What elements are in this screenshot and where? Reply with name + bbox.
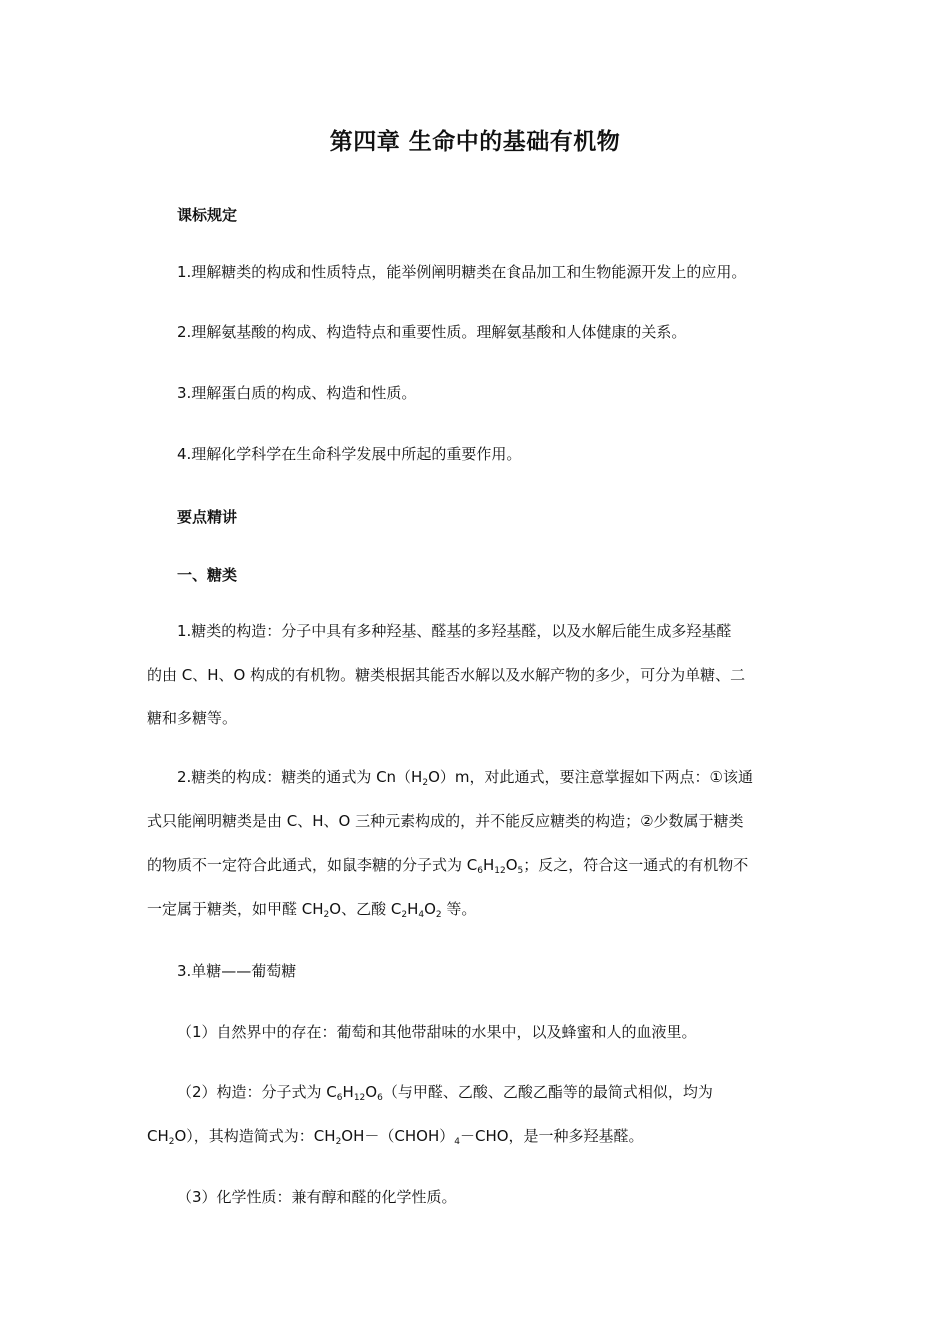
para2-line2: 式只能阐明糖类是由 C、H、O 三种元素构成的，并不能反应糖类的构造；②少数属于糖类 (147, 812, 744, 830)
standard-item-3: 3.理解蛋白质的构成、构造和性质。 (177, 384, 417, 402)
para3-heading: 3.单糖——葡萄糖 (177, 962, 297, 980)
section-heading-standard: 课标规定 (177, 206, 238, 224)
para3-item2-line2: $CH_2O$），其构造简式为：$CH_2OH-(CHOH)_4-CHO$，是一种多羟基醛。 (147, 1127, 644, 1147)
para2-line4: 一定属于糖类，如甲醛 $CH_2O$、乙酸 $C_2H_4O_2$ 等。 (147, 900, 477, 920)
para2-line3: 的物质不一定符合此通式，如鼠李糖的分子式为 $C_6H_{12}O_5$；反之，符合这一通式的有机物不 (147, 856, 749, 876)
para1-line1: 1.糖类的构造：分子中具有多种羟基、醛基的多羟基醛，以及水解后能生成多羟基醛 (177, 622, 732, 640)
sub-heading-carbohydrates: 一、糖类 (177, 566, 238, 584)
chapter-title: 第四章 生命中的基础有机物 (329, 129, 621, 155)
standard-item-4: 4.理解化学科学在生命科学发展中所起的重要作用。 (177, 445, 522, 463)
standard-item-2: 2.理解氨基酸的构成、构造特点和重要性质。理解氨基酸和人体健康的关系。 (177, 323, 687, 341)
para1-line3: 糖和多糖等。 (147, 709, 238, 727)
para3-item1: （1）自然界中的存在：葡萄和其他带甜味的水果中，以及蜂蜜和人的血液里。 (177, 1023, 697, 1041)
para3-item3: （3）化学性质：兼有醇和醛的化学性质。 (177, 1188, 457, 1206)
section-heading-points: 要点精讲 (177, 508, 238, 526)
standard-item-1: 1.理解糖类的构成和性质特点，能举例阐明糖类在食品加工和生物能源开发上的应用。 (177, 263, 747, 281)
para3-item2-line1: （2）构造：分子式为 $C_6H_{12}O_6$（与甲醛、乙酸、乙酸乙酯等的最简式相似，均为 (177, 1083, 713, 1103)
para1-line2: 的由 C、H、O 构成的有机物。糖类根据其能否水解以及水解产物的多少，可分为单糖、二 (147, 666, 746, 684)
para2-line1: 2.糖类的构成：糖类的通式为 $Cn(H_2O)m$，对此通式，要注意掌握如下两点：①该通 (177, 768, 753, 788)
